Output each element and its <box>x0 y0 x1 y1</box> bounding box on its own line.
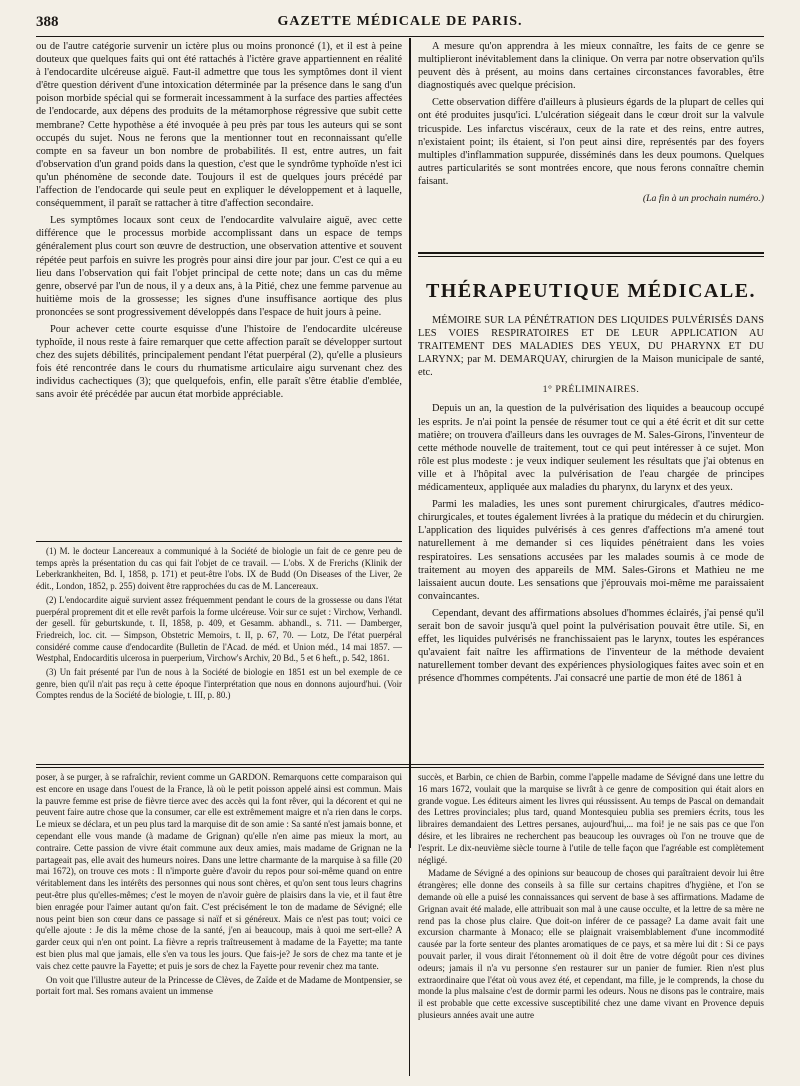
feuilleton-rule <box>36 764 764 765</box>
memoir-title: MÉMOIRE SUR LA PÉNÉTRATION DES LIQUIDES PULVÉRISÉS DANS LES VOIES RESPIRATOIRES ET DE LEUR APPLICATION AU TRAITEMENT DES MALADIES DES YEUX, DU PHARYNX ET DU LARYNX; par M. DEMARQUAY, chirurgien de la Maison municipale de santé, etc. <box>418 315 764 379</box>
section-rule <box>418 252 764 254</box>
therapeutics-section <box>418 278 764 689</box>
body-paragraph: ou de l'autre catégorie survenir un ictère plus ou moins prononcé (1), et il est à peine douteux que quelques faits qui ont été rattachés à l'ictère grave appartiennent en réalité à l'endocardite ulcéreuse aiguë. Faut-il admettre que tous les symptômes dont il vient d'être question dérivent d'une intoxication déterminée par la présence dans le sang d'un poison morbide spécial qui se formerait incessamment à la surface des parties affectées de l'endocarde, aux dépens des produits de la métamorphose régressive que subit cette membrane? Cette hypothèse a été invoquée à peu près par tous les auteurs qui se sont occupés du sujet. Nous ne ferons que la mentionner tout en reconnaissant qu'elle compte en sa faveur un bon nombre de probabilités. Il est, entre autres, un fait d'observation d'un grand poids dans la question, c'est que le syndrôme typhoïde n'est ici qu'un phénomène de seconde date. Toujours il est de quelques jours précédé par l'affection de l'endocarde qui seule peut en expliquer le développement et à laquelle, conséquemment, il paraît se rattacher à titre d'affection secondaire. <box>36 41 402 210</box>
footnote: (3) Un fait présenté par l'un de nous à la Société de biologie en 1851 est un bel exemple de ce genre, bien qu'il n'ait pas reçu à cette époque l'interprétation que nous en donnons aujourd'hui. (Voir Comptes rendus de la Société de biologie, t. III, p. 80.) <box>36 667 402 701</box>
body-paragraph: Depuis un an, la question de la pulvérisation des liquides a beaucoup occupé les esprits. Je n'ai point la pensée de résumer tout ce qui a été écrit et dit sur cette matière; on trouvera d'ailleurs dans les ouvrages de M. Sales-Girons, l'inventeur de cette méthode nouvelle de traitement, tout ce qui peut intéresser à ce sujet. Mon rôle est plus modeste : je veux indiquer seulement les résultats que j'ai obtenus en ville et à l'hôpital avec la pulvérisation de l'eau chargée de principes médicamenteux, appliquée aux maladies du pharynx, du larynx et des yeux. <box>418 403 764 494</box>
footnote: (2) L'endocardite aiguë survient assez fréquemment pendant le cours de la grossesse ou dans l'état puerpéral proprement dit et elle revêt parfois la forme ulcéreuse. Voir sur ce sujet : Virchow, Verhandl. der gesell. für geburtskunde, t. II, 1858, p. 409, et Gesamm. abhandl., s. 711. — Damberger, Friedreich, loc. cit. — Simpson, Obstetric Memoirs, t. II, p. 67, 70. — Lotz, De l'état puerpéral considéré comme cause d'endocardite (Bulletin de l'Acad. de méd. et Union méd., 14 mai 1857. — Westphal, Endocarditis ulcerosa in puerperium, Virchow's Archiv, 20 Bd., 5 et 6 heft., p. 542, 1861. <box>36 594 402 664</box>
body-paragraph: Cependant, devant des affirmations absolues d'hommes éclairés, j'ai pensé qu'il serait bon de savoir jusqu'à quel point la pulvérisation pouvait être utile. Si, en effet, les liquides pulvérisés ne franchissaient pas le larynx, toutes les espérances qu'avaient fait naître les affirmations de l'inventeur de la méthode devaient naturellement tomber devant des expériences physiologiques faites avec soin et en présence d'hommes compétents. J'ai consacré une partie de mon été de 1861 à <box>418 607 764 685</box>
feuilleton-right <box>418 772 764 1024</box>
column-divider <box>409 38 411 848</box>
footnotes <box>36 546 402 704</box>
body-paragraph: Pour achever cette courte esquisse d'une l'histoire de l'endocardite ulcéreuse typhoïde, il nous reste à faire remarquer que cette affection paraît se développer surtout chez des sujets débilités, principalement pendant l'état puerpéral (2), qu'elle a plusieurs fois été rencontrée dans le cours du rhumatisme articulaire aigu survenant chez des individus cachectiques (3); que quelquefois, enfin, elle paraît s'être établie d'emblée, sans avoir été précédée par aucun état morbide appréciable. <box>36 323 402 401</box>
left-column <box>36 40 402 406</box>
body-paragraph: Cette observation diffère d'ailleurs à plusieurs égards de la plupart de celles qui ont été produites jusqu'ici. L'ulcération siégeait dans le cœur droit sur la valvule tricuspide. Les infarctus viscéraux, ceux de la rate et des reins, entre autres, n'existaient point; ils étaient, si l'on peut ainsi dire, représentés par des foyers multiples d'inflammation suppurée, disséminés dans les deux poumons. Quelques autres particularités se sont montrées encore, que nous ferons connaître chemin faisant. <box>418 97 764 187</box>
feuilleton-divider <box>409 770 410 1076</box>
footnote-rule <box>36 541 402 542</box>
body-paragraph: A mesure qu'on apprendra à les mieux connaître, les faits de ce genre se multiplieront inévitablement dans la clinique. On verra par notre observation qu'ils peuvent dès à présent, au moins dans certaines circonstances favorables, être diagnostiqués avec quelque précision. <box>418 41 764 92</box>
feuilleton-paragraph: On voit que l'illustre auteur de la Princesse de Clèves, de Zaïde et de Madame de Montpensier, se portait fort mal. Ses romans avaient un immense <box>36 974 402 997</box>
feuilleton-rule-2 <box>36 767 764 768</box>
running-title: GAZETTE MÉDICALE DE PARIS. <box>277 14 523 29</box>
continuation-note: (La fin à un prochain numéro.) <box>642 193 764 205</box>
footnote: (1) M. le docteur Lancereaux a communiqué à la Société de biologie un fait de ce genre peu de temps après la présentation du cas qui fait l'objet de ce travail. — L'obs. X de Frerichs (Klinik der Leberkrankheiten, Bd. I, 1858, p. 171) et peut-être l'obs. IX de Budd (On Diseases of the Liver, 2e édit., London, 1852, p. 255) doivent être rapprochées du cas de M. Lancereaux. <box>36 546 402 592</box>
feuilleton-paragraph: poser, à se purger, à se rafraîchir, revient comme un GARDON. Remarquons cette comparaison qui est encore en usage dans l'ouest de la France, là où le petit poisson appelé ainsi est commun. Mais la pauvre femme est prise de fièvre tierce avec des accès qui la font rêver, qui la décorent et qui ne peuvent faire autre chose que la consumer, car elle est extrêmement maigre et n'a rien dans le corps. Le mieux se déclara, et un peu plus tard la marquise dit de son amie : Sa santé n'est jamais bonne, et cependant elle vous mande (à madame de Grignan) qu'elle n'en aime pas mieux la mort, au contraire. Cette passion de vivre était commune aux deux amies, mais madame de Grignan ne la partageait pas, elle avait des humeurs noires. Dans une lettre charmante de la marquise à sa fille (20 mai 1672), on trouve ces mots : Il n'importe guère d'avoir du repos pour soi-même quand on entre véritablement dans les intérêts des personnes qui nous sont chères, et qu'on sent tous leurs chagrins peut-être plus qu'elles-mêmes; c'est le moyen de n'avoir guère de plaisirs dans la vie, et il faut être bien enragée pour l'aimer autant qu'on fait. C'est précisément le ton de madame de Sévigné; elle nous peint bien son cœur dans ce passage si naïf et si généreux. Mais ce n'est pas tout; voici ce qu'elle ajoute : Je dis la même chose de la santé, j'en ai beaucoup, mais à quoi me sert-elle? A garder ceux qui n'en ont point. La fièvre a repris traîtreusement à madame de la Fayette; ma tante est bien plus mal que jamais, elle s'en va tous les jours. Que fais-je? Je sors de chez ma tante et je vais chez cette pauvre la Fayette; et puis je sors de chez la Fayette pour revenir chez ma tante. <box>36 772 402 971</box>
section-title: THÉRAPEUTIQUE MÉDICALE. <box>425 280 757 302</box>
section-rule-thin <box>418 256 764 257</box>
header-rule <box>36 36 764 37</box>
page-number: 388 <box>36 14 59 30</box>
feuilleton-paragraph: succès, et Barbin, ce chien de Barbin, comme l'appelle madame de Sévigné dans une lettre du 16 mars 1672, voulait que la marquise se livrât à ce genre de composition qui était alors en grande vogue. Les éditeurs aiment les livres qui réussissent. Au temps de Pascal on demandait des Lettres provinciales; plus tard, quand Montesquieu publia ses premiers écrits, tous les libraires demandaient des Lettres persanes, aujourd'hui,... ma foi! je ne sais pas ce que l'on désire, et les libraires ne recherchent pas beaucoup les ouvrages où l'on ne trouve que de l'esprit. Le dix-neuvième siècle tourne à l'utile de telle façon que l'agréable est complètement négligé. <box>418 772 764 865</box>
feuilleton-left <box>36 772 402 1000</box>
body-paragraph: Les symptômes locaux sont ceux de l'endocardite valvulaire aiguë, avec cette différence que le processus morbide accomplissant dans un espace de temps généralement plus court son œuvre de destruction, une observation attentive et souvent répétée peut parfois en suivre les progrès pour ainsi dire jour par jour. C'est ce qui a eu lieu dans l'observation qui fait l'objet principal de cette note; dans un cas du même genre, observé par l'un de nous, il y a deux ans, à la Pitié, chez une femme parvenue au huitième mois de la grossesse; les signes d'une insuffisance aortique des plus prononcées se sont progressivement développés dans l'espace de huit jours à peine. <box>36 215 402 318</box>
subheading: 1° PRÉLIMINAIRES. <box>542 384 640 396</box>
feuilleton-paragraph: Madame de Sévigné a des opinions sur beaucoup de choses qui paraîtraient devoir lui être étrangères; elle donne des conseils à sa fille sur certains chapitres d'hygiène, et l'on se demande où elle a puisé les connaissances qui servent de base à ses affirmations. Madame de Grignan avait été malade, elle attribuait son mal à une cause occulte, et la lettre de sa mère ne rend pas la chose plus claire. Que doit-on inférer de ce passage? La dame avait fait une excursion charmante à Monaco; elle se plaignait vraisemblablement d'une incommodité causée par la forte senteur des plantes aromatiques de ce pays, et sa mère lui dit : Si ce pays pouvait parler, il vous dirait l'étonnement où il doit être de votre dégoût pour ces divines odeurs; jamais il n'a vu personne s'en restaurer sur un panier de fumier. Rien n'est plus extraordinaire que l'état où vous avez été, et cependant, ma fille, je le comprends, la chose du monde la plus malsaine c'est de dormir parmi les odeurs. Nous ne disons pas le contraire, mais il est probable que cette excessive susceptibilité chez une dame vivant en Provence depuis plusieurs années avait une autre <box>418 868 764 1020</box>
right-column <box>418 40 764 209</box>
body-paragraph: Parmi les maladies, les unes sont purement chirurgicales, d'autres médico-chirurgicales, et toutes également livrées à la pratique du médecin et du chirurgien. L'application des liquides pulvérisés à ces genres d'affections m'a amené tout naturellement à me demander si ces liquides pénétraient dans les voies respiratoires. Les sensations accusées par les malades soumis à ce mode de traitement au moyen des appareils de MM. Sales-Girons et Mathieu ne me laissaient aucun doute. Les sensations que j'éprouvais moi-même me paraissaient convaincantes. <box>418 499 764 602</box>
